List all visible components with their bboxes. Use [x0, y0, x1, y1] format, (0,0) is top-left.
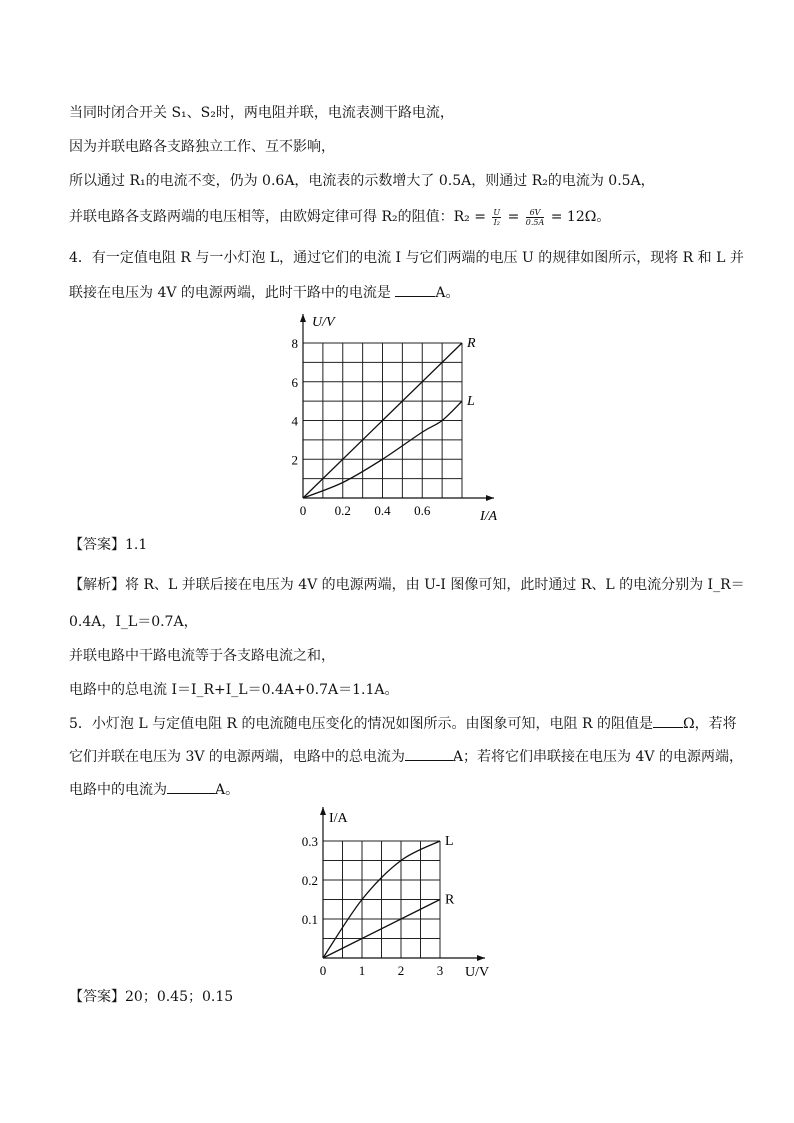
series-R-label: R	[467, 336, 476, 351]
q4-stem-unit: A。	[435, 285, 460, 301]
formula-result: = 12Ω。	[546, 209, 611, 225]
x-axis-arrow	[486, 495, 494, 501]
series-L-label: L	[445, 834, 454, 849]
text-line-4	[69, 207, 610, 227]
y-axis-arrow	[320, 807, 326, 815]
q4-analysis-line-3: 并联电路中干路电流等于各支路电流之和，	[69, 648, 335, 664]
fraction-denominator: 0.5A	[525, 217, 545, 227]
answer-blank	[653, 713, 683, 728]
q4-answer: 【答案】1.1	[69, 537, 148, 553]
q4-analysis-line-2: 0.4A，I_L＝0.7A，	[69, 614, 198, 630]
x-tick-label: 3	[436, 963, 444, 978]
y-axis-label: I/A	[329, 811, 348, 826]
series-L-label: L	[467, 394, 475, 410]
ui-graph-chart	[282, 310, 512, 525]
y-axis-label: U/V	[312, 315, 335, 330]
y-tick-label: 2	[291, 452, 298, 468]
fraction-denominator: I₂	[493, 217, 500, 227]
x-tick-label: 0	[319, 963, 327, 978]
q4-stem-line-1: 4．有一定值电阻 R 与一小灯泡 L，通过它们的电流 I 与它们两端的电压 U 的规律如图所示，现将 R 和 L 并	[69, 250, 744, 266]
iu-graph-chart	[295, 802, 505, 984]
text-line-2: 因为并联电路各支路独立工作、互不影响，	[69, 139, 335, 155]
q5-stem-line-2	[69, 746, 743, 767]
q5-stem-text: 电路中的电流为	[69, 782, 167, 798]
q5-stem-text: A；若将它们串联接在电压为 4V 的电源两端，	[452, 749, 743, 765]
y-tick-label: 0.1	[301, 912, 318, 927]
y-tick-label: 8	[291, 336, 298, 351]
x-axis-arrow	[477, 955, 485, 961]
q5-stem-line-3	[69, 779, 239, 800]
answer-blank	[395, 282, 435, 297]
formula-equals: =	[503, 209, 524, 225]
x-tick-label: 0.4	[374, 503, 391, 518]
x-tick-label: 0.2	[334, 503, 351, 518]
y-tick-label: 0.3	[301, 834, 318, 849]
y-tick-label: 0.2	[301, 873, 318, 888]
x-tick-label: 0	[299, 503, 307, 518]
x-axis-label: I/A	[480, 509, 498, 524]
q4-analysis-line-1: 【解析】将 R、L 并联后接在电压为 4V 的电源两端，由 U-I 图像可知，此时通过 R、L 的电流分别为 I_R＝	[69, 577, 745, 593]
x-tick-label: 0.6	[414, 503, 431, 518]
q5-stem-text: 它们并联在电压为 3V 的电源两端，电路中的总电流为	[69, 749, 405, 765]
q4-stem-text: 联接在电压为 4V 的电源两端，此时干路中的电流是	[69, 285, 396, 301]
y-axis-arrow	[300, 314, 306, 322]
q4-stem-line-2	[69, 282, 460, 303]
q5-stem-text: A。	[215, 782, 240, 798]
fraction-numerator: 6V	[526, 208, 545, 218]
q5-stem-text: 5．小灯泡 L 与定值电阻 R 的电流随电压变化的情况如图所示。由图象可知，电阻 R 的阻值是	[69, 716, 653, 732]
fraction-6v-over-05a	[526, 208, 545, 227]
fraction-u-over-i2	[492, 208, 501, 227]
q5-stem-text: Ω，若将	[683, 716, 737, 732]
q5-stem-line-1	[69, 713, 737, 734]
x-tick-label: 1	[358, 963, 366, 978]
formula-intro: 并联电路各支路两端的电压相等，由欧姆定律可得 R₂的阻值：R₂ =	[69, 209, 491, 225]
x-tick-label: 2	[397, 963, 405, 978]
text-line-1: 当同时闭合开关 S₁、S₂时，两电阻并联，电流表测干路电流，	[69, 105, 454, 121]
x-axis-label: U/V	[465, 965, 490, 980]
q4-analysis-line-4: 电路中的总电流 I＝I_R+I_L＝0.4A+0.7A＝1.1A。	[69, 682, 399, 698]
answer-blank	[167, 779, 215, 794]
series-R-label: R	[445, 892, 455, 908]
fraction-numerator: U	[493, 207, 501, 217]
y-tick-label: 6	[291, 374, 298, 390]
y-tick-label: 4	[291, 413, 298, 429]
q5-answer: 【答案】20；0.45；0.15	[69, 989, 234, 1005]
text-line-3: 所以通过 R₁的电流不变，仍为 0.6A，电流表的示数增大了 0.5A，则通过 R₂的电流为 0.5A，	[69, 173, 655, 189]
answer-blank	[405, 746, 453, 761]
